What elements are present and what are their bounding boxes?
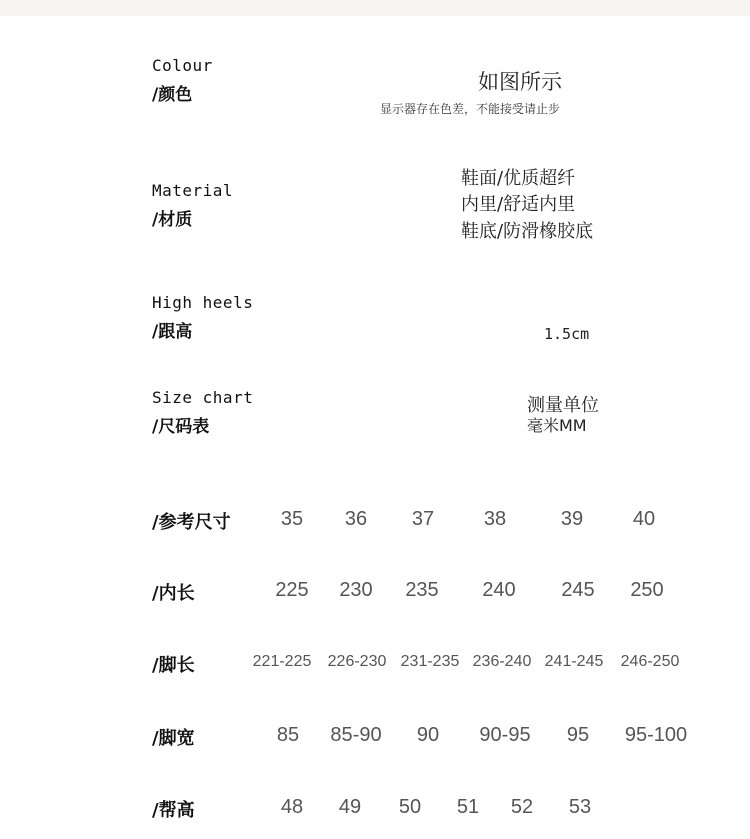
table-cell: 241-245 bbox=[544, 653, 604, 670]
table-cell: 90 bbox=[416, 724, 440, 746]
material-line-1: 鞋面/优质超纤 bbox=[461, 168, 576, 189]
table-cell: 48 bbox=[280, 796, 304, 818]
row-label-foot-width: /脚宽 bbox=[152, 728, 195, 749]
table-cell: 49 bbox=[338, 796, 362, 818]
unit-line-2: 毫米MM bbox=[527, 416, 587, 435]
row-label-reference-size: /参考尺寸 bbox=[152, 512, 231, 533]
colour-value: 如图所示 bbox=[478, 70, 562, 94]
table-cell: 35 bbox=[280, 508, 304, 530]
table-cell: 38 bbox=[483, 508, 507, 530]
heels-label-en: High heels bbox=[152, 293, 254, 312]
heels-value: 1.5cm bbox=[544, 325, 590, 343]
table-cell: 95-100 bbox=[624, 724, 688, 746]
colour-label-cn: /颜色 bbox=[152, 85, 193, 105]
table-cell: 235 bbox=[405, 579, 439, 601]
table-cell: 85 bbox=[276, 724, 300, 746]
row-label-upper-height: /帮高 bbox=[152, 800, 195, 821]
heels-label-cn: /跟高 bbox=[152, 322, 193, 342]
colour-label-en: Colour bbox=[152, 56, 213, 75]
table-cell: 250 bbox=[630, 579, 664, 601]
table-cell: 225 bbox=[275, 579, 309, 601]
table-cell: 246-250 bbox=[620, 653, 680, 670]
unit-line-1: 测量单位 bbox=[527, 395, 599, 416]
table-cell: 53 bbox=[568, 796, 592, 818]
table-cell: 39 bbox=[560, 508, 584, 530]
size-chart-label-cn: /尺码表 bbox=[152, 417, 210, 437]
table-cell: 95 bbox=[566, 724, 590, 746]
table-cell: 221-225 bbox=[252, 653, 312, 670]
material-label-cn: /材质 bbox=[152, 210, 193, 230]
colour-note: 显示器存在色差，不能接受请止步 bbox=[380, 102, 561, 116]
table-cell: 236-240 bbox=[472, 653, 532, 670]
row-label-foot-length: /脚长 bbox=[152, 655, 195, 676]
material-line-3: 鞋底/防滑橡胶底 bbox=[461, 221, 594, 242]
table-cell: 37 bbox=[411, 508, 435, 530]
table-cell: 50 bbox=[398, 796, 422, 818]
table-cell: 240 bbox=[482, 579, 516, 601]
table-cell: 226-230 bbox=[327, 653, 387, 670]
table-cell: 40 bbox=[632, 508, 656, 530]
row-label-inner-length: /内长 bbox=[152, 583, 195, 604]
material-label-en: Material bbox=[152, 181, 234, 200]
table-cell: 36 bbox=[344, 508, 368, 530]
top-band bbox=[0, 0, 750, 16]
material-line-2: 内里/舒适内里 bbox=[461, 194, 576, 215]
table-cell: 231-235 bbox=[400, 653, 460, 670]
table-cell: 90-95 bbox=[479, 724, 531, 746]
table-cell: 52 bbox=[510, 796, 534, 818]
table-cell: 51 bbox=[456, 796, 480, 818]
table-cell: 245 bbox=[561, 579, 595, 601]
table-cell: 85-90 bbox=[330, 724, 382, 746]
table-cell: 230 bbox=[339, 579, 373, 601]
size-chart-label-en: Size chart bbox=[152, 388, 254, 407]
